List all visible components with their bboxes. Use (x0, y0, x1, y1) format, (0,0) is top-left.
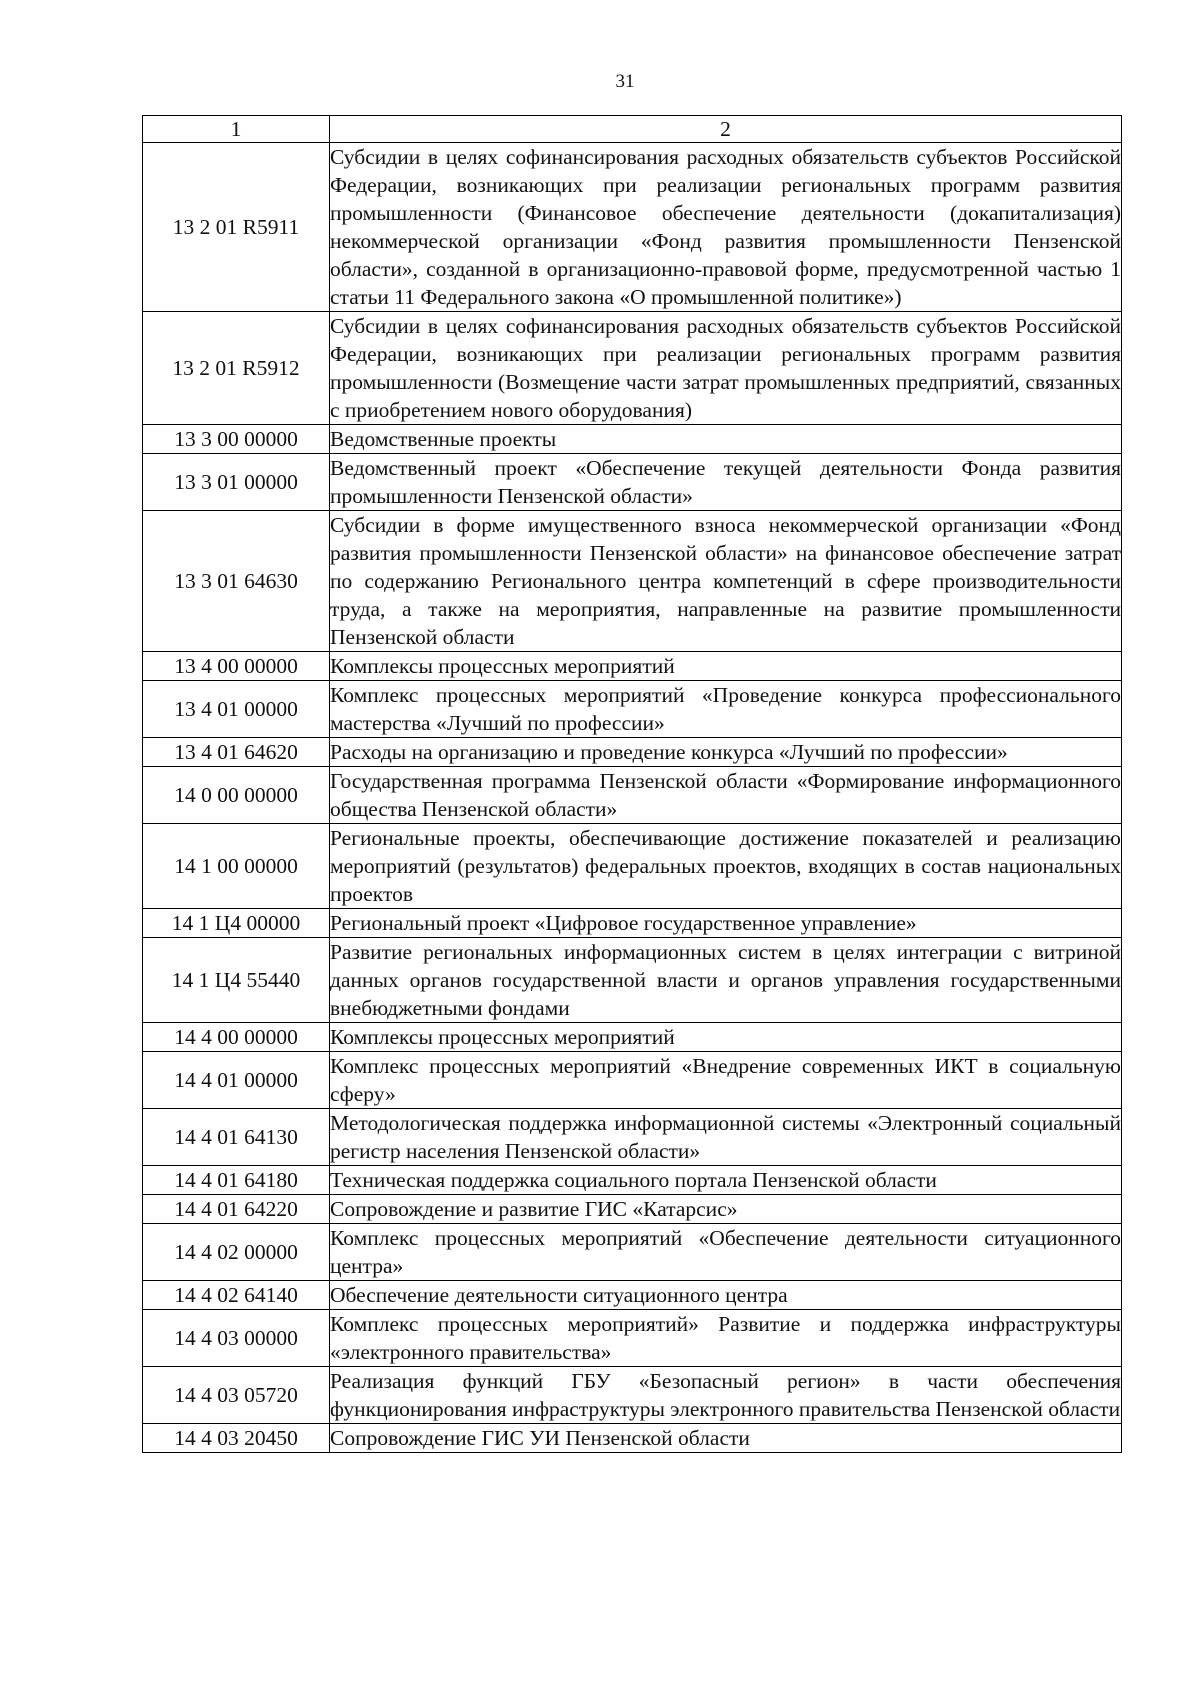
description-cell: Субсидии в целях софинансирования расходных обязательств субъектов Российской Федерации, возникающих при реализации региональных программ развития промышленности (Финансовое обеспечение деятельности (докапитализация) некоммерческой организации «Фонд развития промышленности Пензенской области», созданной в организационно-правовой форме, предусмотренной частью 1 статьи 11 Федерального закона «О промышленной политике») (330, 143, 1122, 312)
budget-code-cell: 14 4 01 64130 (143, 1109, 330, 1166)
table-row (143, 1224, 1122, 1281)
description-cell: Сопровождение ГИС УИ Пензенской области (330, 1424, 1122, 1453)
description-cell: Техническая поддержка социального портала Пензенской области (330, 1166, 1122, 1195)
budget-code-cell: 14 4 02 00000 (143, 1224, 330, 1281)
description-cell: Комплекс процессных мероприятий» Развитие и поддержка инфраструктуры «электронного правительства» (330, 1310, 1122, 1367)
table-row (143, 767, 1122, 824)
description-cell: Комплекс процессных мероприятий «Проведение конкурса профессионального мастерства «Лучший по профессии» (330, 681, 1122, 738)
column-header-code: 1 (143, 116, 330, 143)
table-row (143, 738, 1122, 767)
budget-code-cell: 14 4 01 00000 (143, 1052, 330, 1109)
budget-code-cell: 13 3 01 00000 (143, 454, 330, 511)
budget-code-cell: 13 3 00 00000 (143, 425, 330, 454)
budget-code-cell: 13 4 00 00000 (143, 652, 330, 681)
description-cell: Субсидии в целях софинансирования расходных обязательств субъектов Российской Федерации, возникающих при реализации региональных программ развития промышленности (Возмещение части затрат промышленных предприятий, связанных с приобретением нового оборудования) (330, 312, 1122, 425)
budget-code-cell: 14 0 00 00000 (143, 767, 330, 824)
table-row (143, 938, 1122, 1023)
table-header-row (143, 116, 1122, 143)
table-row (143, 1367, 1122, 1424)
description-cell: Региональные проекты, обеспечивающие достижение показателей и реализацию мероприятий (результатов) федеральных проектов, входящих в состав национальных проектов (330, 824, 1122, 909)
description-cell: Ведомственные проекты (330, 425, 1122, 454)
table-row (143, 143, 1122, 312)
description-cell: Комплекс процессных мероприятий «Внедрение современных ИКТ в социальную сферу» (330, 1052, 1122, 1109)
budget-code-cell: 13 2 01 R5912 (143, 312, 330, 425)
budget-code-cell: 14 1 00 00000 (143, 824, 330, 909)
description-cell: Обеспечение деятельности ситуационного центра (330, 1281, 1122, 1310)
description-cell: Региональный проект «Цифровое государственное управление» (330, 909, 1122, 938)
table-row (143, 1310, 1122, 1367)
description-cell: Комплекс процессных мероприятий «Обеспечение деятельности ситуационного центра» (330, 1224, 1122, 1281)
description-cell: Субсидии в форме имущественного взноса некоммерческой организации «Фонд развития промышленности Пензенской области» на финансовое обеспечение затрат по содержанию Регионального центра компетенций в сфере производительности труда, а также на мероприятия, направленные на развитие промышленности Пензенской области (330, 511, 1122, 652)
column-header-description: 2 (330, 116, 1122, 143)
budget-code-cell: 14 1 Ц4 55440 (143, 938, 330, 1023)
description-cell: Государственная программа Пензенской области «Формирование информационного общества Пензенской области» (330, 767, 1122, 824)
budget-code-cell: 13 4 01 00000 (143, 681, 330, 738)
budget-code-cell: 14 1 Ц4 00000 (143, 909, 330, 938)
description-cell: Ведомственный проект «Обеспечение текущей деятельности Фонда развития промышленности Пензенской области» (330, 454, 1122, 511)
table-row (143, 454, 1122, 511)
table-body (143, 143, 1122, 1453)
table-row (143, 312, 1122, 425)
page-number: 31 (615, 71, 635, 92)
budget-code-cell: 14 4 03 00000 (143, 1310, 330, 1367)
table-row (143, 652, 1122, 681)
table-row (143, 909, 1122, 938)
budget-code-cell: 14 4 01 64220 (143, 1195, 330, 1224)
description-cell: Реализация функций ГБУ «Безопасный регион» в части обеспечения функционирования инфраструктуры электронного правительства Пензенской области (330, 1367, 1122, 1424)
table-row (143, 1052, 1122, 1109)
budget-code-cell: 14 4 01 64180 (143, 1166, 330, 1195)
table-row (143, 425, 1122, 454)
description-cell: Комплексы процессных мероприятий (330, 1023, 1122, 1052)
table-row (143, 1109, 1122, 1166)
budget-code-cell: 14 4 03 20450 (143, 1424, 330, 1453)
description-cell: Расходы на организацию и проведение конкурса «Лучший по профессии» (330, 738, 1122, 767)
description-cell: Развитие региональных информационных систем в целях интеграции с витриной данных органов государственной власти и органов управления государственными внебюджетными фондами (330, 938, 1122, 1023)
description-cell: Комплексы процессных мероприятий (330, 652, 1122, 681)
table-row (143, 681, 1122, 738)
budget-classification-table (142, 115, 1122, 1453)
budget-code-cell: 14 4 00 00000 (143, 1023, 330, 1052)
table-row (143, 1281, 1122, 1310)
table-row (143, 1166, 1122, 1195)
budget-code-cell: 13 4 01 64620 (143, 738, 330, 767)
budget-code-cell: 13 3 01 64630 (143, 511, 330, 652)
budget-code-cell: 13 2 01 R5911 (143, 143, 330, 312)
budget-code-cell: 14 4 03 05720 (143, 1367, 330, 1424)
budget-code-cell: 14 4 02 64140 (143, 1281, 330, 1310)
table-row (143, 511, 1122, 652)
table-row (143, 1023, 1122, 1052)
table-row (143, 824, 1122, 909)
description-cell: Методологическая поддержка информационной системы «Электронный социальный регистр населения Пензенской области» (330, 1109, 1122, 1166)
description-cell: Сопровождение и развитие ГИС «Катарсис» (330, 1195, 1122, 1224)
table-row (143, 1424, 1122, 1453)
table-row (143, 1195, 1122, 1224)
